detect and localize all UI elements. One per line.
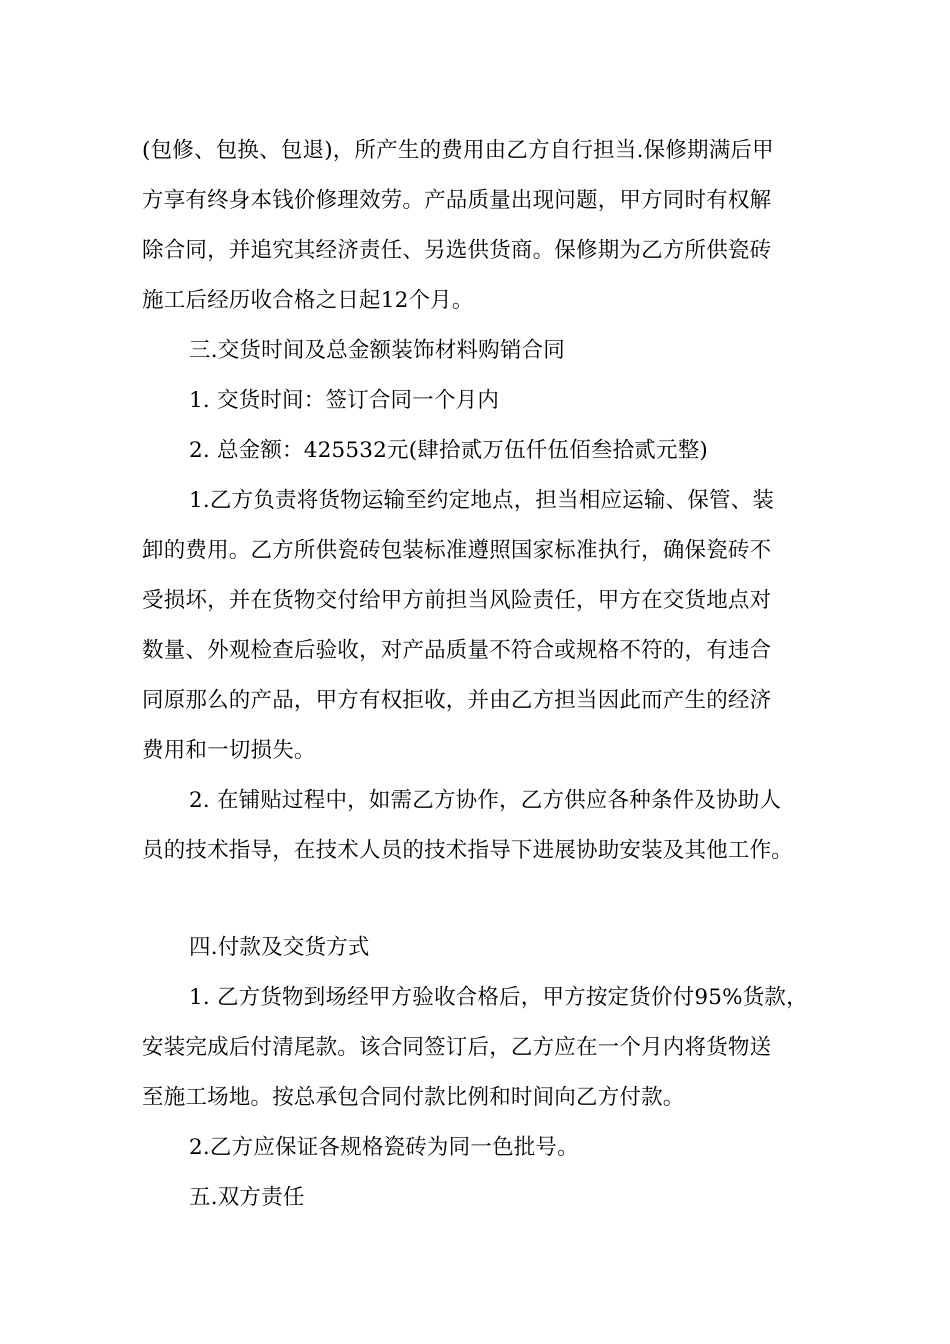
paragraph-line: 卸的费用。乙方所供瓷砖包装标准遵照国家标准执行，确保瓷砖不 <box>142 538 772 563</box>
paragraph-line: 方享有终身本钱价修理效劳。产品质量出现问题，甲方同时有权解 <box>142 188 772 213</box>
paragraph-line: 员的技术指导，在技术人员的技术指导下进展协助安装及其他工作。 <box>142 838 794 863</box>
paragraph-line: (包修、包换、包退)，所产生的费用由乙方自行担当.保修期满后甲 <box>142 138 774 163</box>
paragraph-line: 数量、外观检查后验收，对产品质量不符合或规格不符的，有违合 <box>142 638 772 663</box>
paragraph-line: 1. 乙方货物到场经甲方验收合格后，甲方按定货价付95%货款， <box>189 985 808 1010</box>
paragraph-line: 安装完成后付清尾款。该合同签订后，乙方应在一个月内将货物送 <box>142 1035 772 1060</box>
paragraph-line: 施工后经历收合格之日起12个月。 <box>142 288 474 313</box>
paragraph-line: 1.乙方负责将货物运输至约定地点，担当相应运输、保管、装 <box>189 488 775 513</box>
paragraph-line: 受损坏，并在货物交付给甲方前担当风险责任，甲方在交货地点对 <box>142 588 772 613</box>
paragraph-line: 同原那么的产品，甲方有权拒收，并由乙方担当因此而产生的经济 <box>142 688 772 713</box>
list-item: 1. 交货时间：签订合同一个月内 <box>189 388 500 413</box>
section-heading-4: 四.付款及交货方式 <box>189 935 370 960</box>
paragraph-line: 2.乙方应保证各规格瓷砖为同一色批号。 <box>189 1135 579 1160</box>
paragraph-line: 至施工场地。按总承包合同付款比例和时间向乙方付款。 <box>142 1085 685 1110</box>
paragraph-line: 除合同，并追究其经济责任、另选供货商。保修期为乙方所供瓷砖 <box>142 238 772 263</box>
list-item: 2. 总金额：425532元(肆拾贰万伍仟伍佰叁拾贰元整) <box>189 438 708 463</box>
section-heading-5: 五.双方责任 <box>189 1185 305 1210</box>
section-heading-3: 三.交货时间及总金额装饰材料购销合同 <box>189 338 565 363</box>
paragraph-line: 2. 在铺贴过程中，如需乙方协作，乙方供应各种条件及协助人 <box>189 788 782 813</box>
paragraph-line: 费用和一切损失。 <box>142 738 316 763</box>
